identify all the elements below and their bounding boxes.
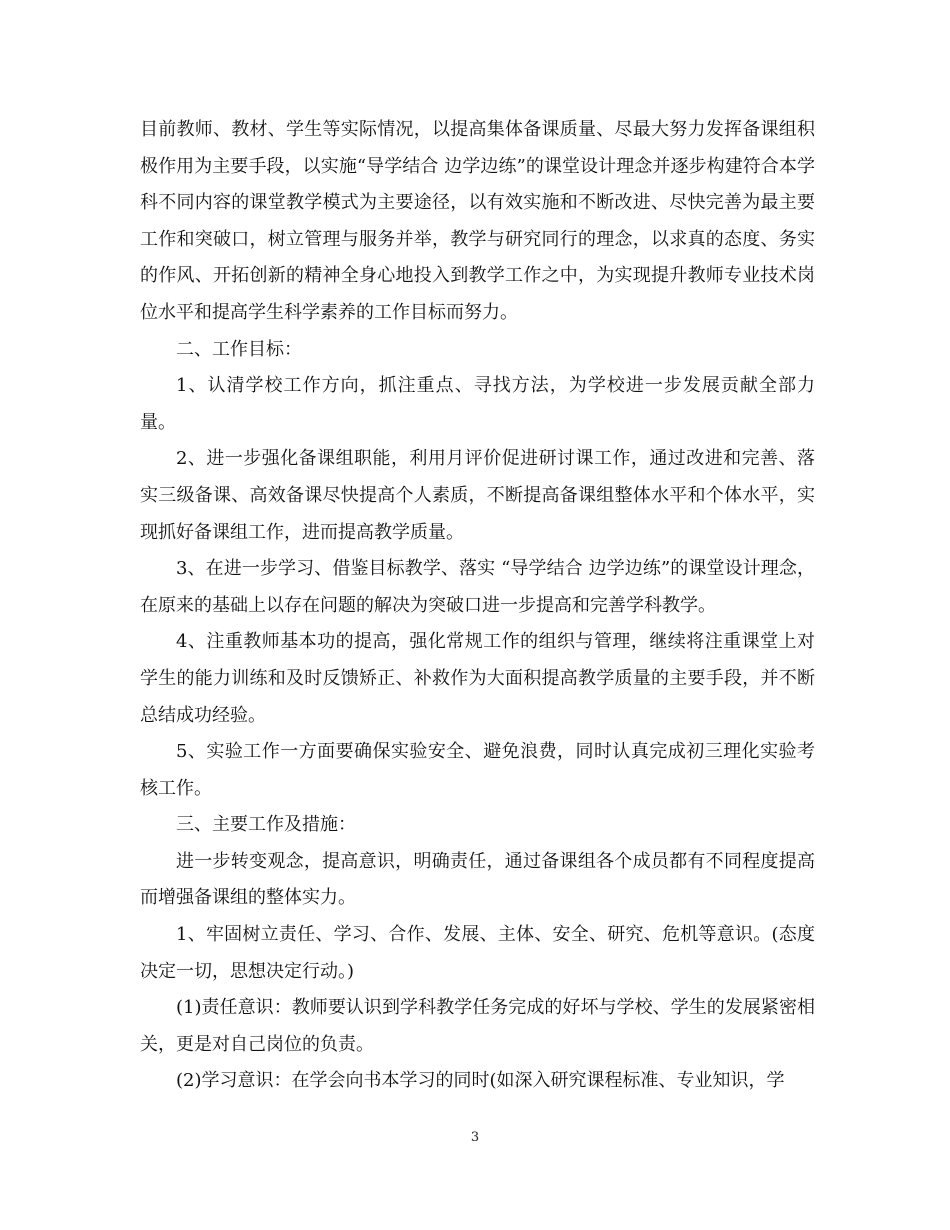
goal-item-4: 4、注重教师基本功的提高，强化常规工作的组织与管理，继续将注重课堂上对学生的能力训练和及时反馈矫正、补救作为大面积提高教学质量的主要手段，并不断总结成功经验。 bbox=[140, 631, 815, 726]
measures-intro: 进一步转变观念，提高意识，明确责任，通过备课组各个成员都有不同程度提高而增强备课组的整体实力。 bbox=[140, 850, 815, 909]
paragraph-intro-continued: 目前教师、教材、学生等实际情况，以提高集体备课质量、尽最大努力发挥备课组积极作用为主要手段，以实施“导学结合 边学边练”的课堂设计理念并逐步构建符合本学科不同内容的课堂教学模式为主要途径，以有效实施和不断改进、尽快完善为最主要工作和突破口，树立管理与服务并举，教学与研究同行的理念，以求真的态度、务实的作风、开拓创新的精神全身心地投入到教学工作之中，为实现提升教师专业技术岗位水平和提高学生科学素养的工作目标而努力。 bbox=[140, 119, 815, 323]
measure-sub-item-2: (2)学习意识：在学会向书本学习的同时(如深入研究课程标准、专业知识，学 bbox=[176, 1070, 785, 1092]
goal-item-5: 5、实验工作一方面要确保实验安全、避免浪费，同时认真完成初三理化实验考核工作。 bbox=[140, 741, 815, 799]
measure-sub-item-1: (1)责任意识：教师要认识到学科教学任务完成的好坏与学校、学生的发展紧密相关，更是对自己岗位的负责。 bbox=[140, 997, 815, 1055]
goal-item-1: 1、认清学校工作方向，抓注重点、寻找方法，为学校进一步发展贡献全部力量。 bbox=[140, 375, 815, 433]
page-number: 3 bbox=[470, 1130, 480, 1145]
document-body bbox=[140, 112, 815, 1100]
heading-main-work-measures: 三、主要工作及措施： bbox=[176, 814, 356, 836]
goal-item-3: 3、在进一步学习、借鉴目标教学、落实 “导学结合 边学边练”的课堂设计理念，在原来的基础上以存在问题的解决为突破口进一步提高和完善学科教学。 bbox=[140, 558, 815, 616]
goal-item-2: 2、进一步强化备课组职能，利用月评价促进研讨课工作，通过改进和完善、落实三级备课、高效备课尽快提高个人素质，不断提高备课组整体水平和个体水平，实现抓好备课组工作，进而提高教学质量。 bbox=[140, 448, 815, 543]
heading-work-goals: 二、工作目标： bbox=[176, 338, 302, 360]
measure-item-1: 1、牢固树立责任、学习、合作、发展、主体、安全、研究、危机等意识。(态度决定一切，思想决定行动。) bbox=[140, 924, 815, 982]
